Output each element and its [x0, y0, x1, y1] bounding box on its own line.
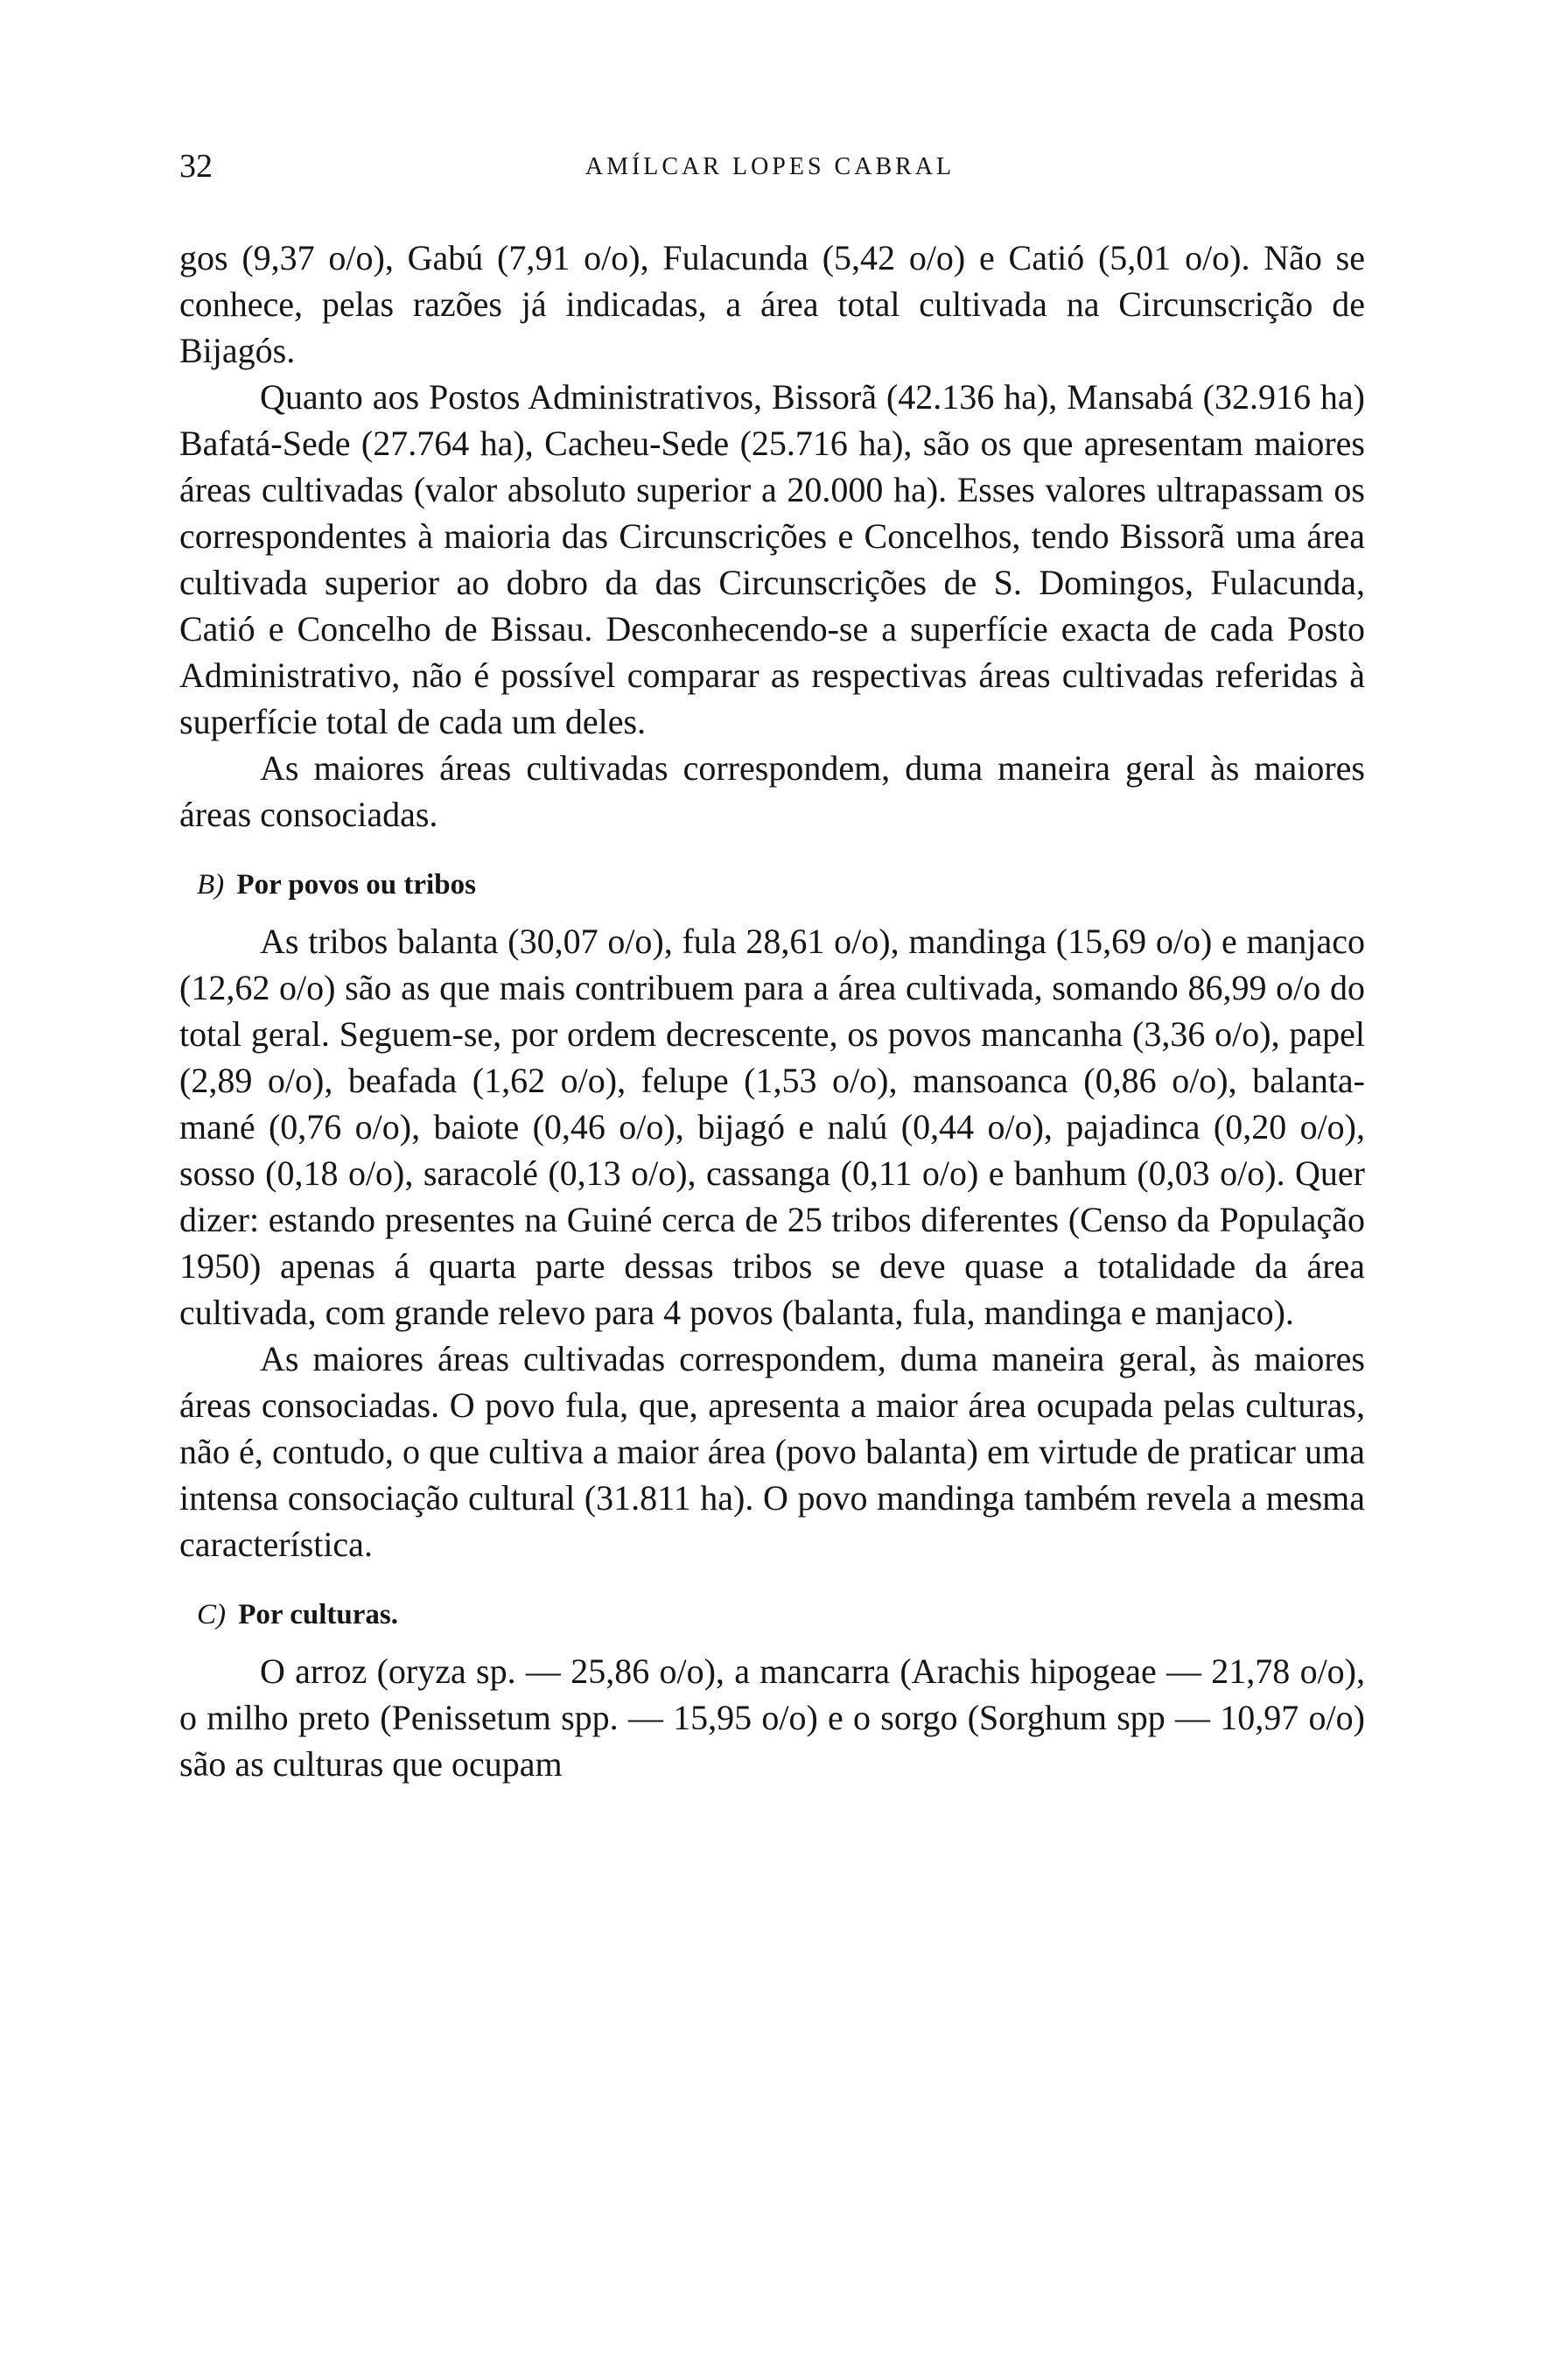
section-title-b: Por povos ou tribos	[236, 869, 476, 901]
running-title: AMÍLCAR LOPES CABRAL	[584, 153, 956, 180]
paragraph-postos-administrativos: Quanto aos Postos Administrativos, Bissorã (42.136 ha), Mansabá (32.916 ha) Bafatá-Sede (27.764 ha), Cacheu-Sede (25.716 ha), são os que apresentam maiores áreas cultivadas (valor absoluto superior a 20.000 ha). Esses valores ultrapassam os correspondentes à maioria das Circunscrições e Concelhos, tendo Bissorã uma área cultivada superior ao dobro da das Circunscrições de S. Domingos, Fulacunda, Catió e Concelho de Bissau. Desconhecendo-se a superfície exacta de cada Posto Administrativo, não é possível comparar as respectivas áreas cultivadas referidas à superfície total de cada um deles.	[179, 377, 1365, 741]
section-heading-b	[179, 864, 1365, 906]
paragraph-culturas: O arroz (oryza sp. — 25,86 o/o), a mancarra (Arachis hipogeae — 21,78 o/o), o milho preto (Penissetum spp. — 15,95 o/o) e o sorgo (Sorghum spp — 10,97 o/o) são as culturas que ocupam	[179, 1651, 1365, 1784]
page-number: 32	[179, 148, 213, 185]
section-heading-c	[179, 1594, 1365, 1636]
paragraph-continuation: gos (9,37 o/o), Gabú (7,91 o/o), Fulacunda (5,42 o/o) e Catió (5,01 o/o). Não se conhece, pelas razões já indicadas, a área total cultivada na Circunscrição de Bijagós.	[179, 238, 1365, 370]
running-head	[179, 144, 1361, 188]
paragraph-tribos: As tribos balanta (30,07 o/o), fula 28,61 o/o), mandinga (15,69 o/o) e manjaco (12,62 o/o) são as que mais contribuem para a área cultivada, somando 86,99 o/o do total geral. Seguem-se, por ordem decrescente, os povos mancanha (3,36 o/o), papel (2,89 o/o), beafada (1,62 o/o), felupe (1,53 o/o), mansoanca (0,86 o/o), balanta-mané (0,76 o/o), baiote (0,46 o/o), bijagó e nalú (0,44 o/o), pajadinca (0,20 o/o), sosso (0,18 o/o), saracolé (0,13 o/o), cassanga (0,11 o/o) e banhum (0,03 o/o). Quer dizer: estando presentes na Guiné cerca de 25 tribos diferentes (Censo da População 1950) apenas á quarta parte dessas tribos se deve quase a totalidade da área cultivada, com grande relevo para 4 povos (balanta, fula, mandinga e manjaco).	[179, 922, 1365, 1332]
paragraph-areas-consociadas: As maiores áreas cultivadas correspondem, duma maneira geral às maiores áreas consociadas.	[179, 748, 1365, 834]
paragraph-povo-fula: As maiores áreas cultivadas correspondem, duma maneira geral, às maiores áreas consociadas. O povo fula, que, apresenta a maior área ocupada pelas culturas, não é, contudo, o que cultiva a maior área (povo balanta) em virtude de praticar uma intensa consociação cultural (31.811 ha). O povo mandinga também revela a mesma característica.	[179, 1339, 1365, 1564]
section-title-c: Por culturas.	[238, 1599, 398, 1630]
section-letter-c: C)	[197, 1599, 226, 1630]
section-letter-b: B)	[197, 869, 225, 901]
body-text	[179, 235, 1365, 1787]
